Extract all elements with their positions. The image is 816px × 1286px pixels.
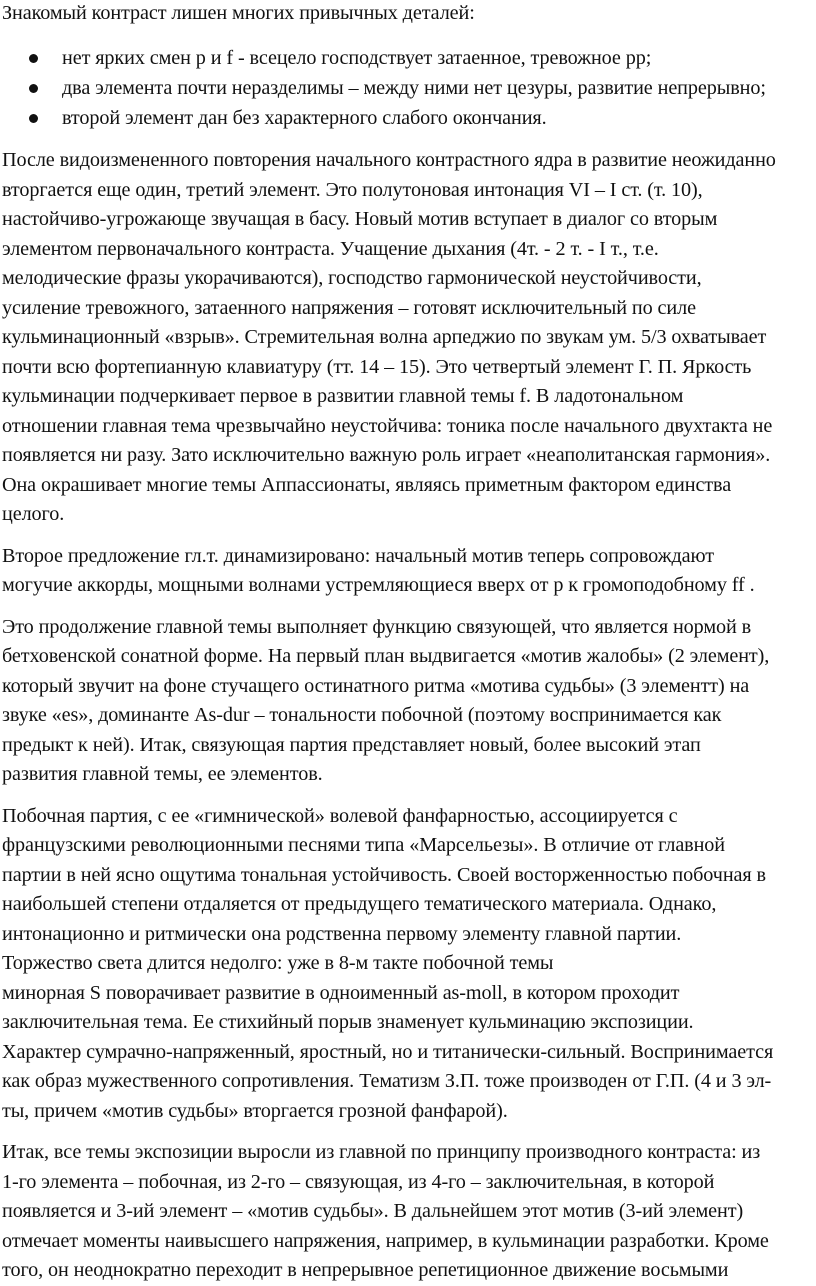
bullet-item bbox=[2, 74, 816, 104]
bullet-text: нет ярких смен p и f - всецело господствует затаенное, тревожное pp; bbox=[62, 46, 652, 69]
bullet-dot-icon bbox=[29, 84, 38, 93]
bullet-text: два элемента почти неразделимы – между ними нет цезуры, развитие непрерывно; bbox=[62, 76, 766, 99]
paragraph-transition: Это продолжение главной темы выполняет функцию связующей, что является нормой в бетховенской сонатной форме. На первый план выдвигается «мотив жалобы» (2 элемент), который звучит на фоне стучащего остинатного ритма «мотива судьбы» (3 элементт) на звуке «es», доминанте As-dur – тональности побочной (поэтому воспринимается как предыкт к ней). Итак, связующая партия представляет новый, более высокий этап развития главной темы, ее элементов. bbox=[2, 615, 770, 785]
bullet-text: второй элемент дан без характерного слабого окончания. bbox=[62, 106, 547, 129]
paragraph-second-sentence: Второе предложение гл.т. динамизировано: начальный мотив теперь сопровождают могучие аккорды, мощными волнами устремляющиеся вверх от p к громоподобному ff . bbox=[2, 544, 755, 596]
intro-line: Знакомый контраст лишен многих привычных деталей: bbox=[2, 2, 475, 24]
paragraph-conclusion: Итак, все темы экспозиции выросли из главной по принципу производного контраста: из 1-го элемента – побочная, из 2-го – связующая, из 4-го – заключительная, в которой появляется и 3-ий элемент – «мотив судьбы». В дальнейшем этот мотив (3-ий элемент) отмечает моменты наивысшего напряжения, например, в кульминации разработки. Кроме того, он неоднократно переходит в непрерывное репетиционное движение восьмыми bbox=[2, 1141, 769, 1281]
bullet-dot-icon bbox=[29, 54, 38, 63]
bullet-item bbox=[2, 44, 816, 74]
bullet-list bbox=[2, 44, 816, 134]
paragraph-development: После видоизмененного повторения начального контрастного ядра в развитие неожиданно вторгается еще один, третий элемент. Это полутоновая интонация VI – I ст. (т. 10), настойчиво-угрожающе звучащая в басу. Новый мотив вступает в диалог со вторым элементом первоначального контраста. Учащение дыхания (4т. - 2 т. - I т., т.е. мелодические фразы укорачиваются), господство гармонической неустойчивости, усиление тревожного, затаенного напряжения – готовят исключительный по силе кульминационный «взрыв». Стремительная волна арпеджио по звукам ум. 5/3 охватывает почти всю фортепианную клавиатуру (тт. 14 – 15). Это четвертый элемент Г. П. Яркость кульминации подчеркивает первое в развитии главной темы f. В ладотональном отношении главная тема чрезвычайно неустойчива: тоника после начального двухтакта не появляется ни разу. Зато исключительно важную роль играет «неаполитанская гармония». Она окрашивает многие темы Аппассионаты, являясь приметным фактором единства целого. bbox=[2, 149, 776, 525]
paragraph-secondary-theme: Побочная партия, с ее «гимнической» волевой фанфарностью, ассоциируется с французскими революционными песнями типа «Марсельезы». В отличие от главной партии в ней ясно ощутима тональная устойчивость. Своей восторженностью побочная в наибольшей степени отдаляется от предыдущего тематического материала. Однако, интонационно и ритмически она родственна первому элементу главной партии. Торжество света длится недолго: уже в 8-м такте побочной темы минорная S поворачивает развитие в одноименный as-moll, в котором проходит заключительная тема. Ее стихийный порыв знаменует кульминацию экспозиции. Характер сумрачно-напряженный, яростный, но и титанически-сильный. Воспринимается как образ мужественного сопротивления. Тематизм З.П. тоже производен от Г.П. (4 и 3 эл- ты, причем «мотив судьбы» вторгается грозной фанфарой). bbox=[2, 804, 774, 1122]
bullet-dot-icon bbox=[29, 114, 38, 123]
bullet-item bbox=[2, 104, 816, 134]
